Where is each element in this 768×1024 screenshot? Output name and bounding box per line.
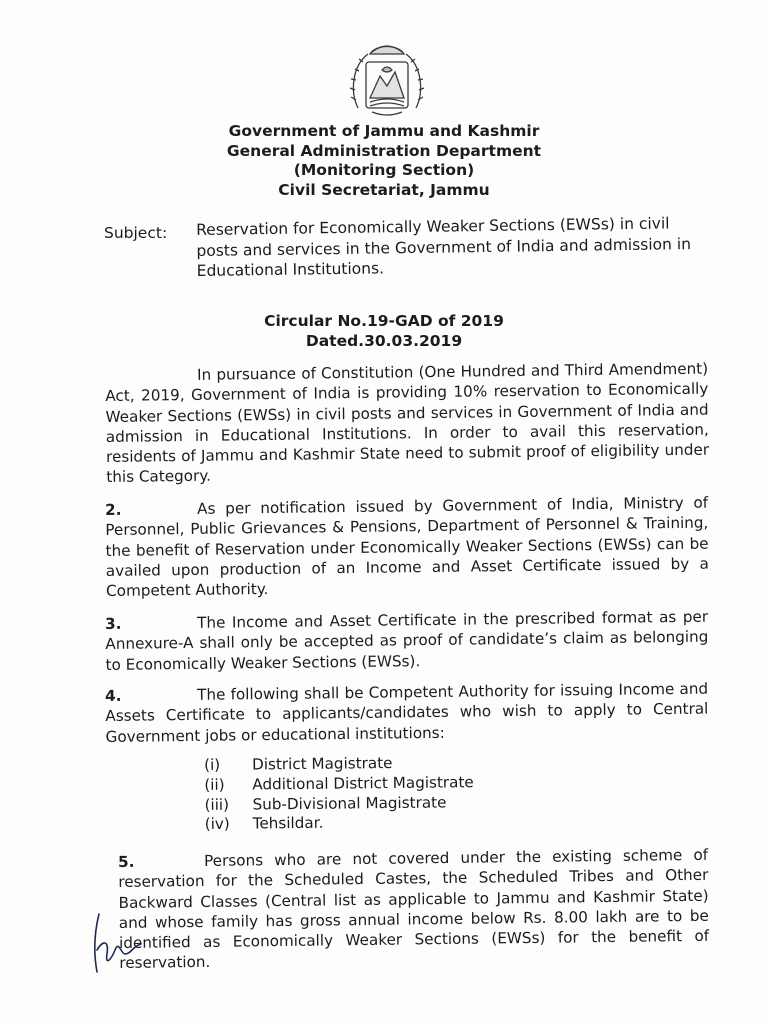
paragraph-number: 4.: [105, 686, 122, 705]
list-item: [204, 793, 474, 816]
competent-authority-list: [204, 753, 474, 835]
paragraph-text: The Income and Asset Certificate in the prescribed format as per Annexure-A shall only be accepted as proof of candidate’s claim as belonging to Economically Weaker Sections (EWSs).: [105, 607, 709, 674]
department-name: General Administration Department: [226, 141, 542, 160]
paragraph-4: [105, 679, 709, 747]
paragraph-text: The following shall be Competent Authority for issuing Income and Assets Certificate to applicants/candidates who wish to apply to Central Government jobs or educational institutions:: [105, 679, 709, 746]
list-item: [205, 813, 475, 836]
paragraph-number: 3.: [105, 614, 122, 633]
list-item-number: (iv): [204, 815, 230, 834]
paragraph-text: Persons who are not covered under the existing scheme of reservation for the Scheduled Castes, the Scheduled Tribes and Other Backward Classes (Central list as applicable to Jammu and Kashmir State) and whose family has gross annual income below Rs. 8.00 lakh are to be identified as Economically Weaker Sections (EWSs) for the benefit of reservation.: [118, 845, 710, 973]
circular-heading: [0, 312, 768, 351]
signature-mark: [85, 910, 147, 976]
paragraph-number: 5.: [118, 852, 135, 871]
list-item-number: (ii): [204, 775, 225, 794]
section-name: (Monitoring Section): [293, 161, 475, 179]
subject-text: Reservation for Economically Weaker Sections (EWSs) in civil posts and services in the Government of India and admission in Educational Institutions.: [196, 214, 692, 280]
government-name: Government of Jammu and Kashmir: [228, 122, 540, 140]
list-item-number: (iii): [204, 795, 230, 814]
list-item-label: Additional District Magistrate: [252, 772, 474, 794]
letterhead: [0, 122, 768, 200]
list-item-label: District Magistrate: [251, 754, 393, 774]
list-item-label: Sub-Divisional Magistrate: [252, 793, 447, 814]
paragraph-5: [118, 845, 709, 974]
circular-date: Dated.30.03.2019: [305, 331, 463, 350]
paragraph-3: [105, 607, 709, 675]
state-emblem-icon: [348, 40, 426, 122]
subject-label: Subject:: [104, 224, 168, 242]
paragraph-number: 2.: [105, 500, 122, 519]
list-item-label: Tehsildar.: [252, 814, 324, 833]
paragraph-text: As per notification issued by Government of India, Ministry of Personnel, Public Grievances & Pensions, Department of Personnel & Training, the benefit of Reservation under Economically Weaker Sections (EWSs) can be availed upon production of an Income and Asset Certificate issued by a Competent Authority.: [105, 493, 709, 601]
paragraph-text: In pursuance of Constitution (One Hundred and Third Amendment) Act, 2019, Government of India is providing 10% reservation to Economically Weaker Sections (EWSs) in civil posts and services in Government of India and admission in Educational Institutions. In order to avail this reservation, residents of Jammu and Kashmir State need to submit proof of eligibility under this Category.: [105, 359, 710, 487]
circular-number: Circular No.19-GAD of 2019: [264, 312, 504, 330]
paragraph-1: [105, 359, 709, 488]
paragraph-2: [105, 493, 709, 602]
list-item-number: (i): [204, 755, 221, 774]
office-location: Civil Secretariat, Jammu: [278, 180, 490, 199]
